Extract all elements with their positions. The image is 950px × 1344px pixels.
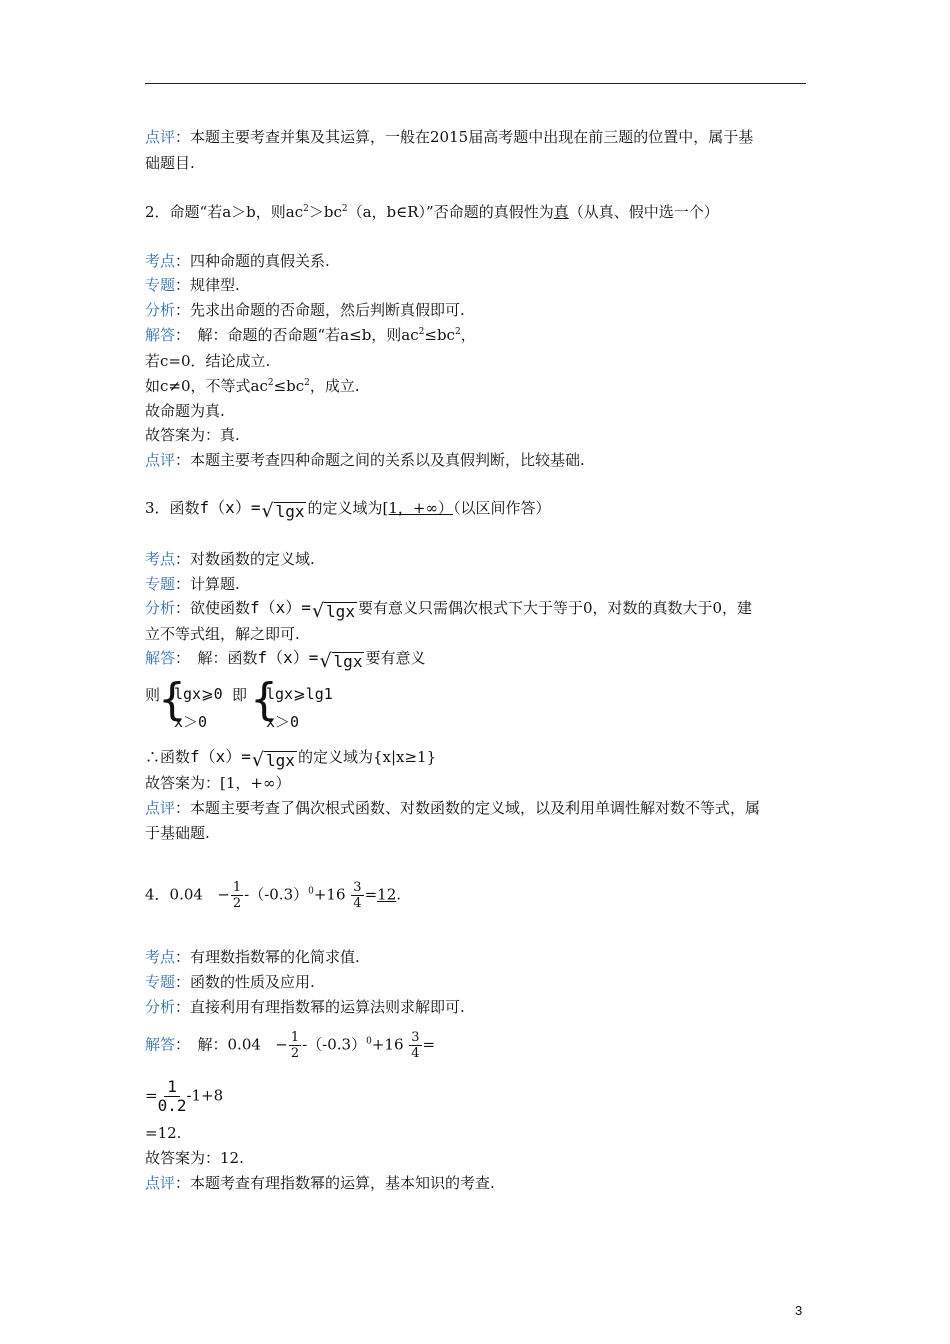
jieda-line: 解答： 解：命题的否命题“若a≤b，则$ac^2\le bc^2$， (145, 326, 476, 344)
answer: 真 (553, 203, 569, 221)
left-brace: { (250, 674, 278, 725)
answer-line: 故答案为：12. (145, 1149, 244, 1167)
exponent-fraction: $\frac{3}{4}$ (353, 880, 362, 911)
zhuanti-line: 专题：规律型. (145, 276, 240, 294)
conclusion-line: ∴函数f（x）= √ lgx 的定义域为{x|x≥1} (145, 747, 437, 771)
header-rule (145, 83, 806, 84)
question-2-stem: 2．命题“若a＞b，则$ac^2>bc^2(a$，b∈R）”否命题的真假性为真（从真、假中选一个） (145, 203, 719, 221)
inequality-system-2: lgx⩾lg1 x＞0 (266, 685, 333, 731)
fraction: $\frac{1}{0.2}$ (157, 1077, 187, 1115)
comment-line: 于基础题. (145, 824, 210, 842)
zhuanti-line: 专题：函数的性质及应用. (145, 973, 315, 991)
kaodian-line: 考点：对数函数的定义域. (145, 550, 315, 568)
answer: [1，+∞） (382, 499, 453, 517)
left-brace: { (158, 674, 186, 725)
solution-line: 若c=0．结论成立. (145, 352, 271, 370)
solution-line: 如c≠0，不等式$ac^2\le bc^2$，成立. (145, 377, 360, 395)
zhuanti-line: 专题：计算题. (145, 575, 240, 593)
fenxi-line: 立不等式组，解之即可. (145, 625, 300, 643)
exponent-fraction: $\frac{1}{2}$ (232, 880, 242, 911)
fenxi-line: 分析：先求出命题的否命题，然后判断真假即可. (145, 301, 465, 319)
fenxi-line: 分析：欲使函数f（x）= √ lgx 要有意义只需偶次根式下大于等于0，对数的真数大于0，建 (145, 598, 753, 622)
comment-line: 点评：本题主要考查并集及其运算，一般在2015届高考题中出现在前三题的位置中，属于基 (145, 128, 754, 146)
jieda-line: 解答： 解：函数f（x）= √ lgx 要有意义 (145, 648, 426, 672)
page-number: 3 (795, 1303, 803, 1318)
ji-text: 即 (232, 686, 248, 704)
kaodian-line: 考点：四种命题的真假关系. (145, 252, 330, 270)
jieda-line: 解答： 解：0.04 − $\frac{1}{2}$ $-(-0.3)^0+16$ $\frac{3}{4}$ = (145, 1030, 436, 1061)
comment-line: 础题目. (145, 154, 195, 172)
answer-line: 故答案为：[1，+∞） (145, 774, 291, 792)
comment-line: 点评：本题考查有理指数幂的运算，基本知识的考查. (145, 1174, 495, 1192)
comment-line: 点评：本题主要考查四种命题之间的关系以及真假判断，比较基础. (145, 451, 585, 469)
sqrt-expression: √ lgx (261, 500, 305, 522)
fenxi-line: 分析：直接利用有理指数幂的运算法则求解即可. (145, 998, 465, 1016)
solution-line: =12. (145, 1124, 182, 1142)
answer-line: 故答案为：真. (145, 426, 240, 444)
question-3-stem: 3．函数f（x）= √ lgx 的定义域为[1，+∞）（以区间作答） (145, 498, 551, 522)
solution-step: = $\frac{1}{0.2}$ -1+8 (145, 1077, 224, 1115)
solution-line: 故命题为真. (145, 402, 225, 420)
inequality-system-1: lgx⩾0 x＞0 (174, 685, 223, 731)
comment-line: 点评：本题主要考查了偶次根式函数、对数函数的定义域，以及利用单调性解对数不等式，属 (145, 799, 761, 817)
ze-text: 则 (145, 686, 161, 704)
answer: 12 (377, 885, 397, 904)
question-4-stem: 4．0.04 − $\frac{1}{2}$ $-(-0.3)^0+16$ $\frac{3}{4}$ =12. (145, 880, 402, 911)
kaodian-line: 考点：有理数指数幂的化简求值. (145, 948, 360, 966)
label-comment: 点评 (145, 128, 176, 146)
